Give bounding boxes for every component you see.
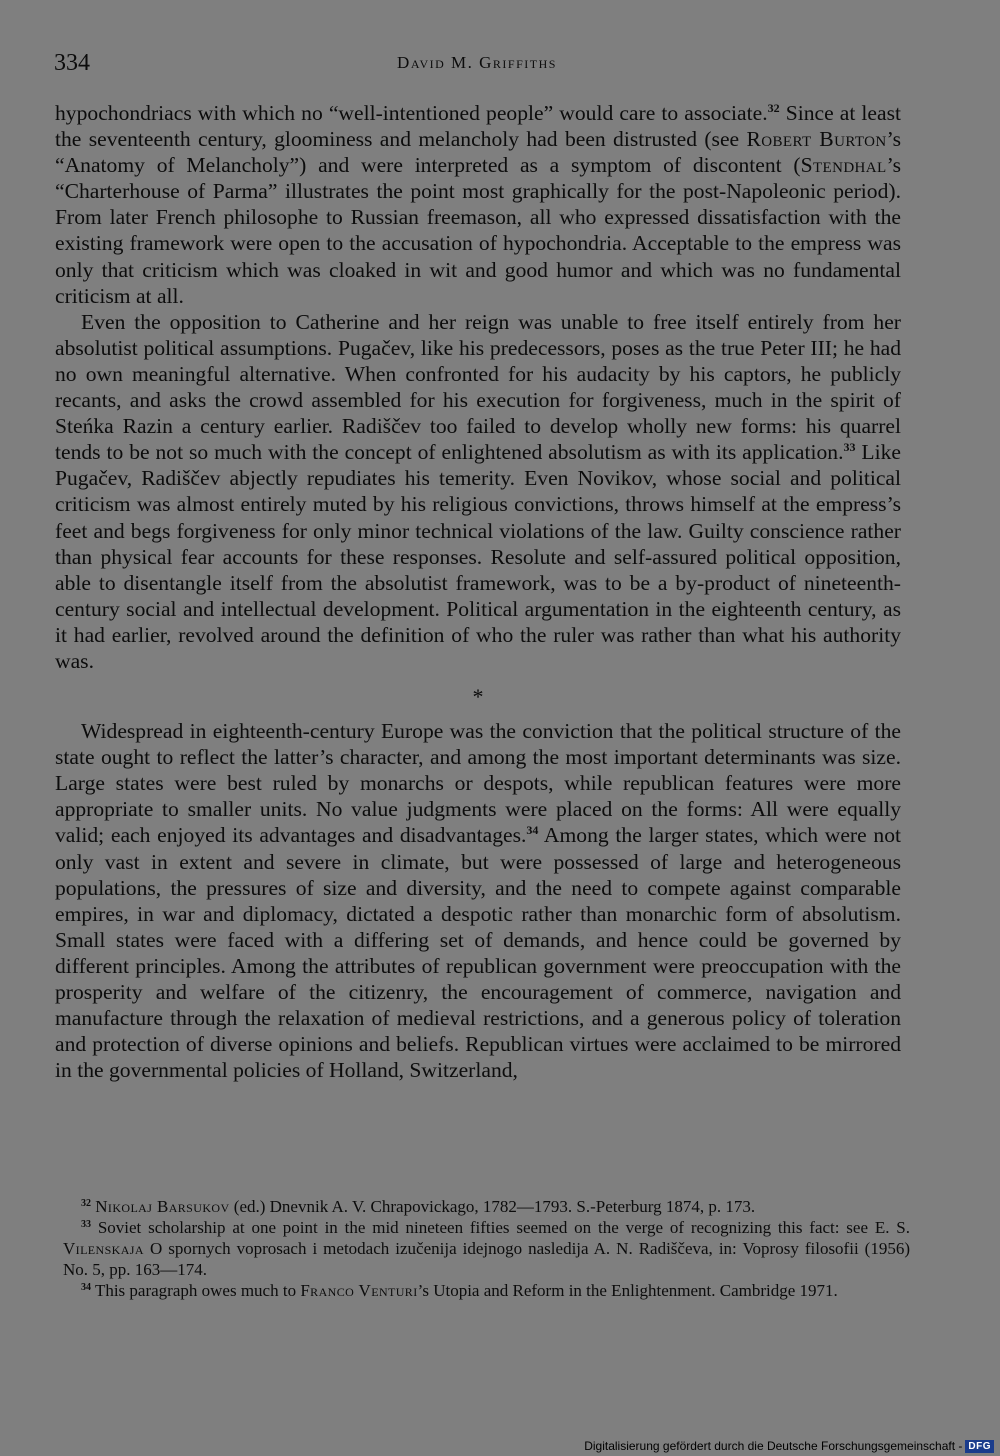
footnote-33: $^{33}$ Soviet scholarship at one point in the mid nineteen fifties seemed on the verge of recognizing this fact: see E. S. Vilenskaja O spornych voprosach i metodach izučenija idejnogo nasledija A. N. Radiščeva, in: Voprosy filosofii (1956) No. 5, pp. 163—174. (63, 1218, 910, 1279)
paragraph-1: hypochondriacs with which no “well-intentioned people” would care to associate.$^{32}$ Since at least the seventeenth century, gloominess and melancholy had been distrusted (see Robert Burton’s “Anatomy of Melancholy”) and were interpreted as a symptom of discontent (Stendhal’s “Charterhouse of Parma” illustrates the point most graphically for the post-Napoleonic period). From later French philosophe to Russian freemason, all who expressed dissatisfaction with the existing framework were open to the accusation of hypochondria. Acceptable to the empress was only that criticism which was cloaked in wit and good humor and which was no fundamental criticism at all. (55, 101, 902, 308)
author-name: Stendhal (800, 153, 887, 178)
page-header (54, 50, 900, 80)
author-name: Robert Burton (746, 127, 887, 152)
digitization-text: Digitalisierung gefördert durch die Deutsche Forschungsgemeinschaft - (584, 1439, 963, 1453)
footnotes (63, 1196, 910, 1301)
footnote-ref-34[interactable]: 34 (526, 823, 539, 838)
page-number: 334 (54, 50, 90, 76)
body-text (55, 100, 901, 1083)
digitization-credit (584, 1437, 994, 1455)
footnote-32: $^{32}$ Nikolaj Barsukov (ed.) Dnevnik A. V. Chrapovickago, 1782—1793. S.-Peterburg 1874, p. 173. (81, 1197, 756, 1216)
running-head: David M. Griffiths (397, 53, 557, 72)
footnote-ref-33[interactable]: 33 (843, 440, 856, 455)
section-divider: * (472, 684, 484, 710)
paragraph-3: Widespread in eighteenth-century Europe was the conviction that the political structure of the state ought to reflect the latter’s character, and among the most important determinants was size. Large states were best ruled by monarchs or despots, while republican features were more appropriate to smaller units. No value judgments were placed on the forms: All were equally valid; each enjoyed its advantages and disadvantages.$^{34}$ Among the larger states, which were not only vast in extent and severe in climate, but were possessed of large and heterogeneous populations, the pressures of size and diversity, and the need to compete against comparable empires, in war and diplomacy, dictated a despotic rather than monarchic form of absolutism. Small states were faced with a differing set of demands, and hence could be governed by different principles. Among the attributes of republican government were preoccupation with the prosperity and welfare of the citizenry, the encouragement of commerce, navigation and manufacture through the relaxation of medieval restrictions, and a generous policy of toleration and protection of diverse opinions and beliefs. Republican virtues were acclaimed to be mirrored in the governmental policies of Holland, Switzerland, (55, 719, 901, 1083)
footnote-ref-32[interactable]: 32 (767, 101, 780, 115)
paragraph-2: Even the opposition to Catherine and her reign was unable to free itself entirely from her absolutist political assumptions. Pugačev, like his predecessors, poses as the true Peter III; he had no own meaningful alternative. When confronted for his audacity by his captors, he publicly recants, and asks the crowd assembled for his execution for forgiveness, much in the spirit of Steńka Razin a century earlier. Radiščev too failed to develop wholly new forms: his quarrel tends to be not so much with the concept of enlightened absolutism as with its application.$^{33}$ Like Pugačev, Radiščev abjectly repudiates his temerity. Even Novikov, whose social and political criticism was almost entirely muted by his religious convictions, throws himself at the empress’s feet and begs forgiveness for only minor technical violations of the law. Guilty conscience rather than physical fear accounts for these responses. Resolute and self-assured political opposition, able to disentangle itself from the absolutist framework, was to be a by-product of nineteenth-century social and intellectual development. Political argumentation in the eighteenth century, as it had earlier, revolved around the definition of who the ruler was rather than what his authority was. (55, 309, 901, 673)
dfg-logo: DFG (965, 1440, 994, 1453)
footnote-34: $^{34}$ This paragraph owes much to Franco Venturi’s Utopia and Reform in the Enlightenment. Cambridge 1971. (81, 1281, 838, 1300)
